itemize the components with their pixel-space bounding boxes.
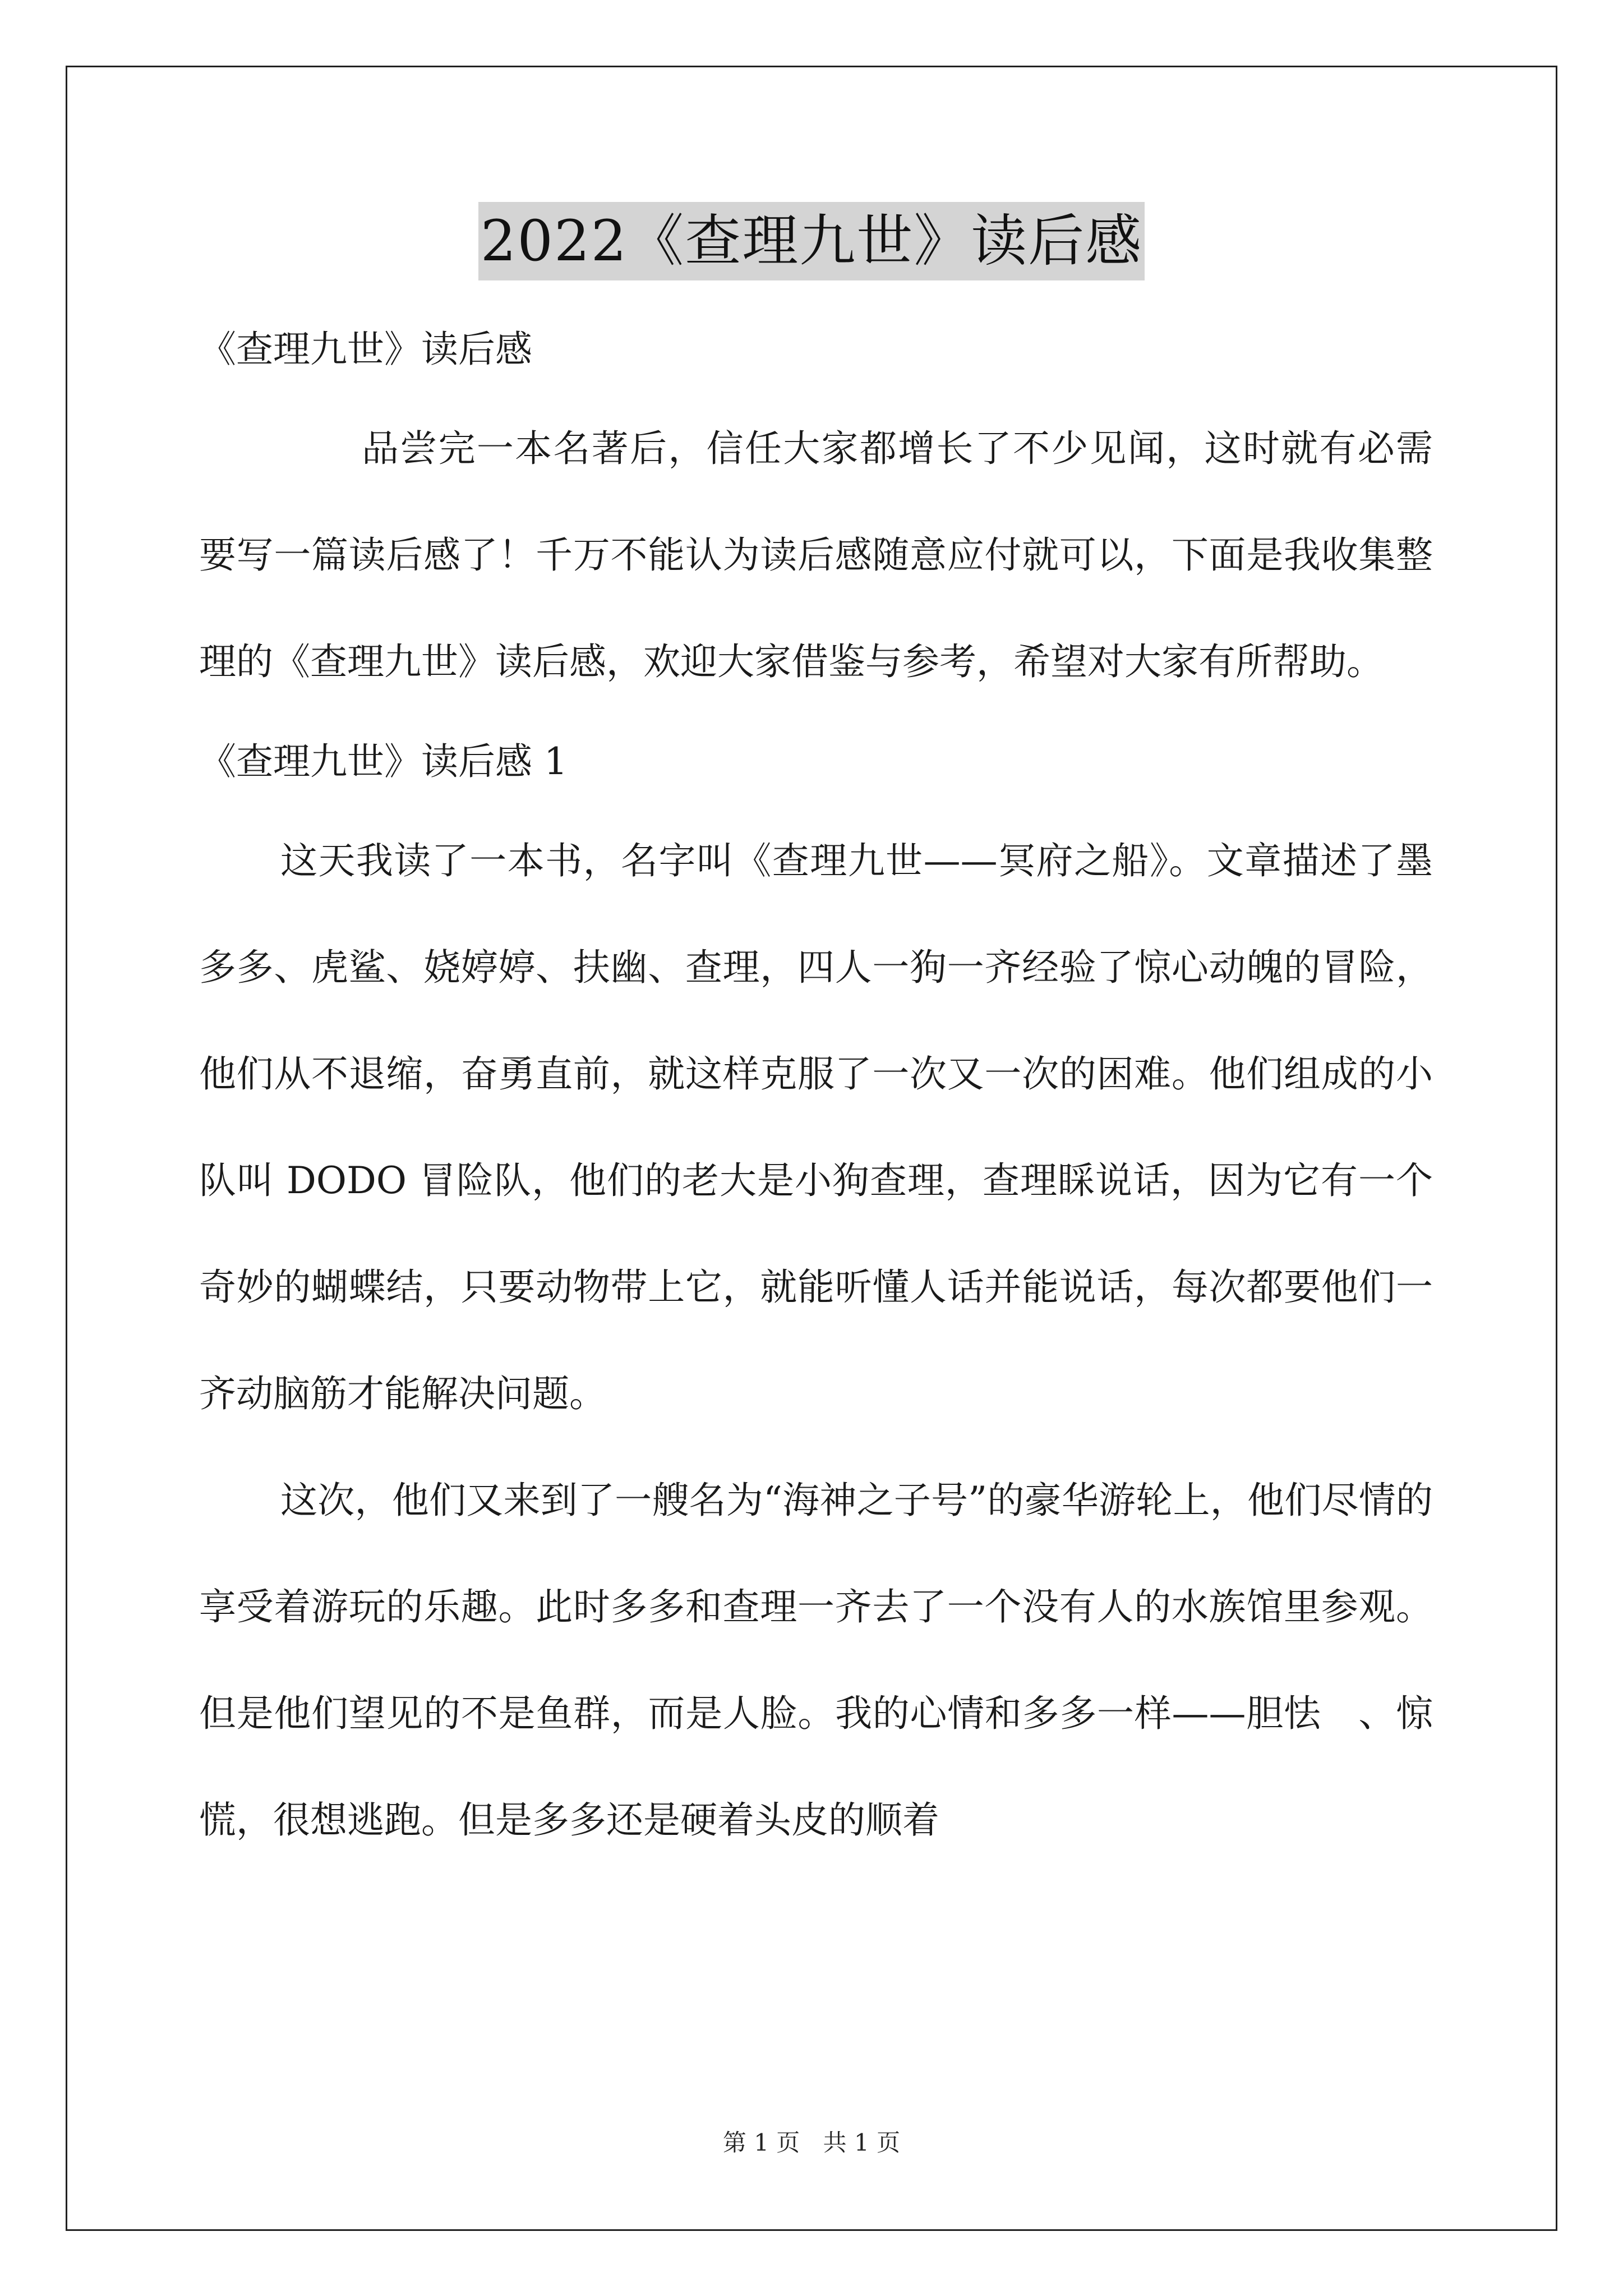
intro-paragraph: 品尝完一本名著后，信任大家都增长了不少见闻，这时就有必需要写一篇读后感了！千万不能认为读后感随意应付就可以，下面是我收集整理的《查理九世》读后感，欢迎大家借鉴与参考，希望对大家有所帮助。 xyxy=(199,427,1433,683)
body-paragraph: 这次，他们又来到了一艘名为“海神之子号”的豪华游轮上，他们尽情的享受着游玩的乐趣。此时多多和查理一齐去了一个没有人的水族馆里参观。但是他们望见的不是鱼群，而是人脸。我的心情和多多一样——胆怯 、惊慌，很想逃跑。但是多多还是硬着头皮的顺着 xyxy=(199,1479,1433,1842)
page-total: 共 1 页 xyxy=(823,2129,901,2156)
title-container xyxy=(0,202,1623,280)
section-heading: 《查理九世》读后感 1 xyxy=(199,740,568,783)
document-title[interactable]: 2022《查理九世》读后感 xyxy=(478,202,1145,280)
page-footer xyxy=(0,2126,1623,2160)
document-body xyxy=(199,303,1433,1874)
page-number: 第 1 页 xyxy=(722,2129,800,2156)
body-paragraph: 这天我读了一本书，名字叫《查理九世——冥府之船》。文章描述了墨多多、虎鲨、娆婷婷、扶幽、查理，四人一狗一齐经验了惊心动魄的冒险，他们从不退缩，奋勇直前，就这样克服了一次又一次的困难。他们组成的小队叫 DODO 冒险队，他们的老大是小狗查理，查理睬说话，因为它有一个奇妙的蝴蝶结，只要动物带上它，就能听懂人话并能说话，每次都要他们一齐动脑筋才能解决问题。 xyxy=(199,839,1433,1415)
heading: 《查理九世》读后感 xyxy=(199,328,532,371)
